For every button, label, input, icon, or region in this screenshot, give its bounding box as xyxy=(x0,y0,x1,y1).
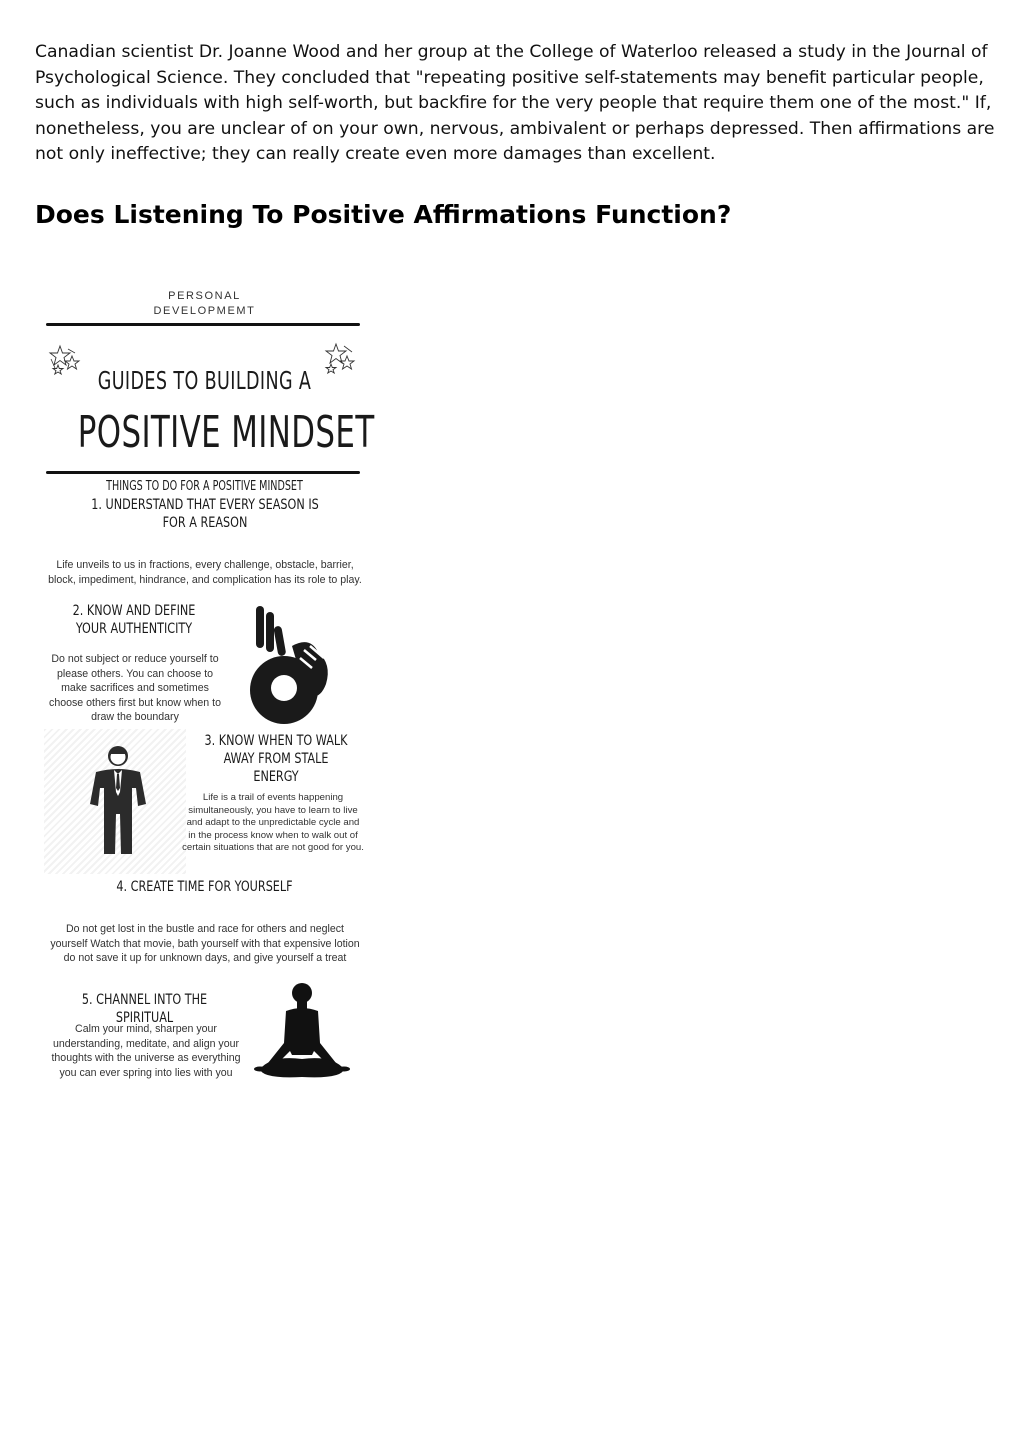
step-1-text: Life unveils to us in fractions, every challenge, obstacle, barrier, block, impediment, hindrance, and complication has its role to play. xyxy=(48,559,362,586)
step-5-text: Calm your mind, sharpen your understanding, meditate, and align your thoughts with the universe as everything you can ever spring into lies with you xyxy=(51,1023,241,1079)
title-divider xyxy=(46,471,360,474)
kicker-line-1: PERSONAL xyxy=(168,290,241,302)
infographic-title-line-1: GUIDES TO BUILDING A xyxy=(97,366,312,395)
step-4-text: Do not get lost in the bustle and race for others and neglect yourself Watch that movie, bath yourself with that expensive lotion do not save it up for unknown days, and give yourself a treat xyxy=(50,923,360,964)
intro-paragraph: Canadian scientist Dr. Joanne Wood and her group at the College of Waterloo released a study in the Journal of Psychological Science. They concluded that "repeating positive self-statements may benefit particular people, such as individuals with high self-worth, but backfire for the very people that require them one of the most." If, nonetheless, you are unclear of on your own, nervous, ambivalent or perhaps depressed. Then affirmations are not only ineffective; they can really create even more damages than excellent. xyxy=(35,42,995,165)
infographic-subtitle: THINGS TO DO FOR A POSITIVE MINDSET xyxy=(106,479,303,494)
top-divider xyxy=(46,323,360,326)
section-heading: Does Listening To Positive Affirmations Function? xyxy=(35,200,732,229)
step-2-text: Do not subject or reduce yourself to please others. You can choose to make sacrifices and sometimes choose others first but know when to draw the boundary xyxy=(49,653,221,723)
infographic-title-line-2: POSITIVE MINDSET xyxy=(77,407,375,458)
ok-hand-icon xyxy=(240,602,336,722)
kicker-line-2: DEVELOPMEMT xyxy=(153,305,256,317)
step-3-text: Life is a trail of events happening simultaneously, you have to learn to live and adapt to the unpredictable cycle and in the process know when to walk out of certain situations that are not good for you. xyxy=(182,792,364,854)
meditation-icon xyxy=(252,981,352,1083)
positive-mindset-infographic xyxy=(42,284,375,1104)
businessman-icon xyxy=(86,744,150,856)
step-2-title: 2. KNOW AND DEFINE YOUR AUTHENTICITY xyxy=(72,603,196,637)
step-4-title: 4. CREATE TIME FOR YOURSELF xyxy=(116,879,293,895)
step-3-title: 3. KNOW WHEN TO WALK AWAY FROM STALE ENERGY xyxy=(204,733,348,785)
step-5-title: 5. CHANNEL INTO THE SPIRITUAL xyxy=(81,992,208,1026)
step-1-title: 1. UNDERSTAND THAT EVERY SEASON IS FOR A REASON xyxy=(91,497,319,531)
